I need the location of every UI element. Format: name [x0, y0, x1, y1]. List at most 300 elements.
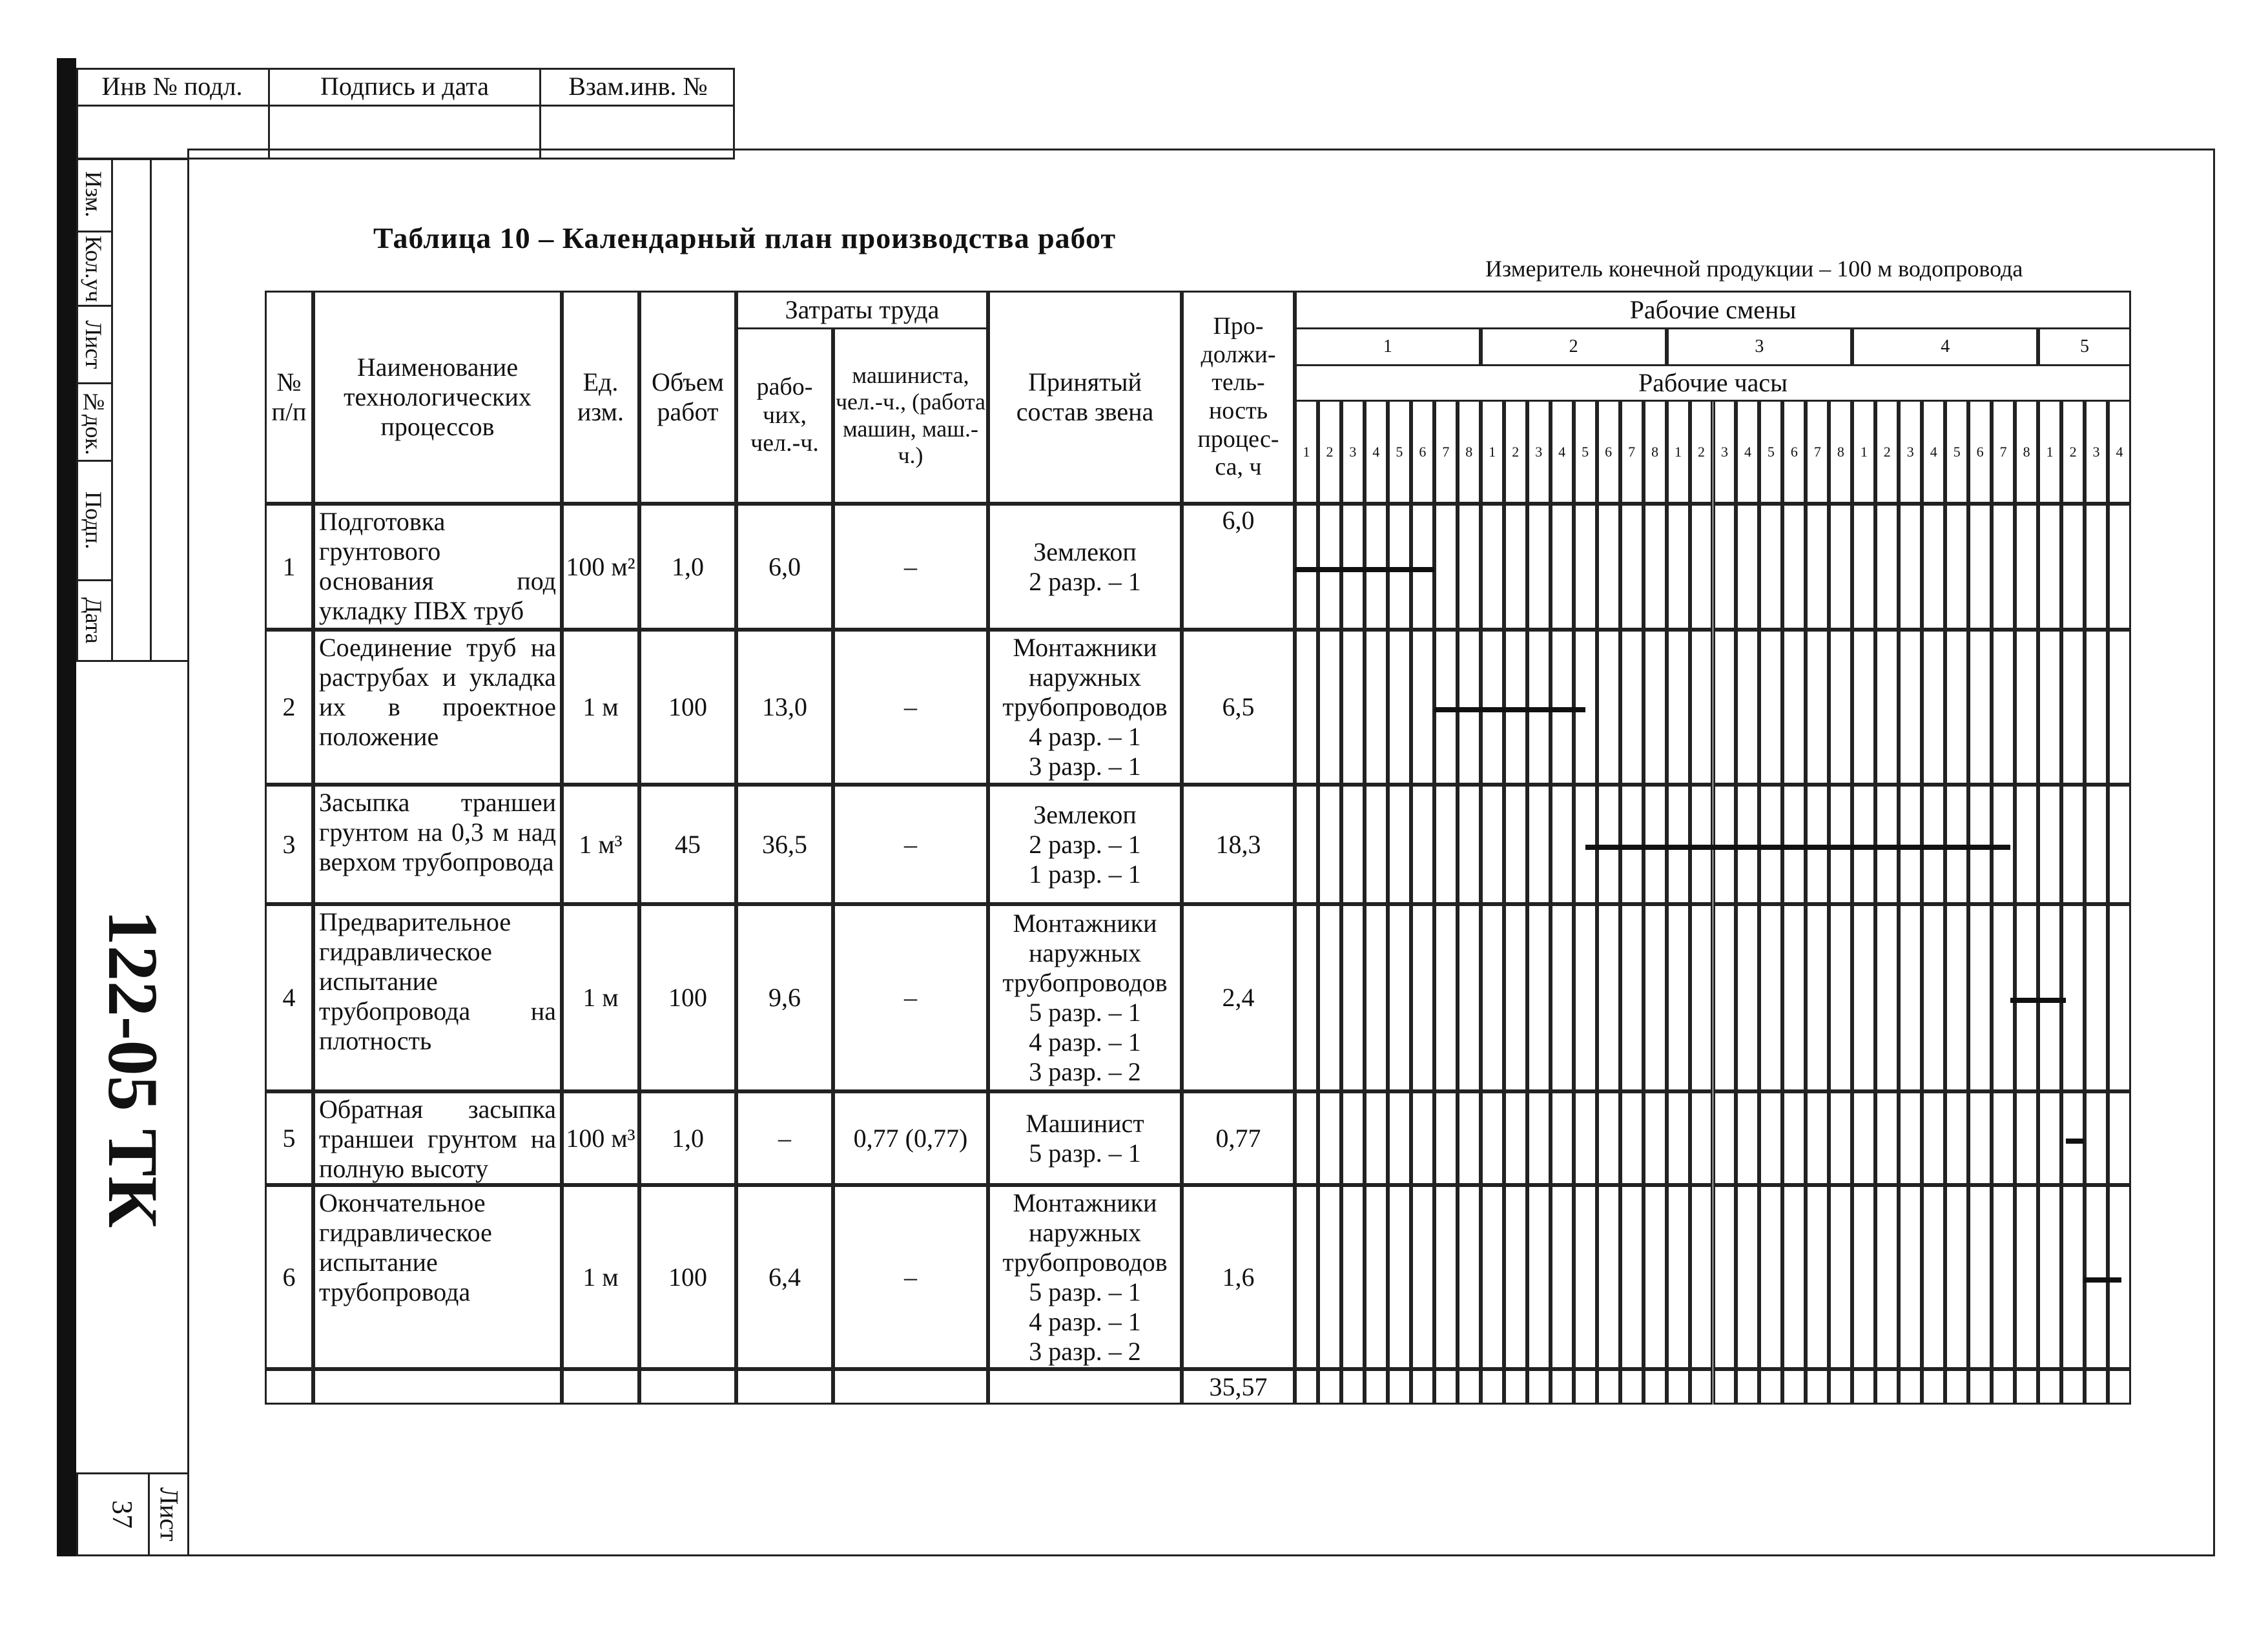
gantt-cell [1759, 1369, 1782, 1405]
gantt-cell [1597, 1369, 1620, 1405]
gantt-cell [1434, 504, 1458, 630]
gantt-cell [1551, 785, 1574, 904]
crew-line: 4 разр. – 1 [1029, 722, 1141, 751]
gantt-cell [1806, 1091, 1829, 1185]
row-num: 5 [265, 1091, 313, 1185]
row-unit: 100 м³ [562, 1091, 639, 1185]
hour-number: 8 [1458, 400, 1481, 504]
row-machinist: – [833, 904, 988, 1091]
gantt-cell [1713, 630, 1737, 785]
row-num: 4 [265, 904, 313, 1091]
row-volume: 1,0 [639, 1091, 736, 1185]
hour-number: 8 [1644, 400, 1667, 504]
gantt-cell [1667, 1185, 1690, 1369]
gantt-cell [1713, 904, 1737, 1091]
zam-label: Взам.инв. № [541, 68, 735, 107]
crew-line: трубопроводов [1002, 692, 1168, 721]
row-workers: 6,0 [736, 504, 833, 630]
hour-number: 7 [1806, 400, 1829, 504]
gantt-cell [1551, 1369, 1574, 1405]
header-workers: рабо-чих, чел.-ч. [736, 327, 833, 504]
gantt-cell [1992, 1185, 2015, 1369]
row-duration: 1,6 [1182, 1185, 1295, 1369]
row-workers: – [736, 1091, 833, 1185]
header-machinist: машиниста, чел.-ч., (работа машин, маш.-ч.) [833, 327, 988, 504]
gantt-cell [2038, 504, 2061, 630]
gantt-cell [1504, 904, 1527, 1091]
doc-code [76, 662, 189, 1476]
hour-number: 7 [1620, 400, 1644, 504]
gantt-cell [1318, 1369, 1341, 1405]
total-empty-cell [639, 1369, 736, 1405]
gantt-cell [1829, 630, 1852, 785]
row-name: Предварительное гидравлическое испытание трубопровода на плотность [313, 904, 562, 1091]
row-duration: 2,4 [1182, 904, 1295, 1091]
gantt-cell [1411, 630, 1434, 785]
row-name: Засыпка траншеи грунтом на 0,3 м над верхом трубопровода [313, 785, 562, 904]
header-duration: Про-должи-тель-ность процес-са, ч [1182, 291, 1295, 504]
side-col-label-text: Кол.уч [81, 235, 107, 302]
total-empty-cell [313, 1369, 562, 1405]
row-duration: 0,77 [1182, 1091, 1295, 1185]
gantt-cell [1899, 1185, 1922, 1369]
side-col-label-text: Дата [81, 597, 107, 644]
gantt-cell [1644, 1091, 1667, 1185]
gantt-cell [1295, 1185, 1318, 1369]
crew-line: наружных [1028, 938, 1142, 967]
gantt-cell [2015, 785, 2038, 904]
meter-note: Измеритель конечной продукции – 100 м водопровода [1485, 256, 2023, 282]
hour-number: 1 [1667, 400, 1690, 504]
hour-number: 6 [1597, 400, 1620, 504]
gantt-cell [1481, 504, 1504, 630]
gantt-bar [1434, 707, 1585, 712]
gantt-cell [1690, 1185, 1713, 1369]
row-duration: 6,5 [1182, 630, 1295, 785]
hour-number: 7 [1992, 400, 2015, 504]
gantt-bar [2010, 998, 2066, 1003]
crew-line: 5 разр. – 1 [1029, 1277, 1141, 1306]
hour-number: 6 [1782, 400, 1806, 504]
gantt-cell [1667, 504, 1690, 630]
side-col-label [76, 384, 111, 462]
gantt-cell [1434, 785, 1458, 904]
row-machinist: – [833, 504, 988, 630]
gantt-cell [1458, 1369, 1481, 1405]
gantt-cell [2108, 1369, 2131, 1405]
gantt-cell [1899, 904, 1922, 1091]
gantt-cell [2038, 1185, 2061, 1369]
gantt-cell [1875, 1091, 1899, 1185]
header-crew: Принятый состав звена [988, 291, 1182, 504]
hour-number: 2 [1690, 400, 1713, 504]
gantt-cell [1365, 1185, 1388, 1369]
hour-number: 5 [1388, 400, 1411, 504]
crew-line: трубопроводов [1002, 1247, 1168, 1277]
hour-number: 4 [2108, 400, 2131, 504]
gantt-cell [1736, 630, 1759, 785]
crew-line: наружных [1028, 1217, 1142, 1247]
total-empty-cell [988, 1369, 1182, 1405]
gantt-cell [1318, 1091, 1341, 1185]
gantt-cell [1574, 1091, 1597, 1185]
row-num: 1 [265, 504, 313, 630]
gantt-cell [1806, 630, 1829, 785]
gantt-cell [1968, 630, 1992, 785]
hour-number: 4 [1922, 400, 1945, 504]
gantt-cell [1736, 1185, 1759, 1369]
hour-number: 2 [1318, 400, 1341, 504]
hour-number: 8 [1829, 400, 1852, 504]
gantt-cell [1295, 630, 1318, 785]
gantt-cell [1527, 785, 1551, 904]
gantt-cell [1527, 1091, 1551, 1185]
row-crew [988, 1091, 1182, 1185]
gantt-cell [2108, 1091, 2131, 1185]
gantt-cell [1341, 1091, 1365, 1185]
gantt-cell [1644, 504, 1667, 630]
gantt-cell [1713, 1369, 1737, 1405]
gantt-cell [1992, 1091, 2015, 1185]
crew-line: 2 разр. – 1 [1029, 566, 1141, 596]
gantt-cell [1527, 904, 1551, 1091]
gantt-cell [1759, 1091, 1782, 1185]
row-crew [988, 785, 1182, 904]
gantt-cell [1574, 1185, 1597, 1369]
header-volume: Объем работ [639, 291, 736, 504]
gantt-cell [1481, 785, 1504, 904]
gantt-cell [1551, 504, 1574, 630]
gantt-cell [1690, 904, 1713, 1091]
gantt-cell [2061, 504, 2085, 630]
gantt-cell [1875, 1185, 1899, 1369]
sheet-no: 37 [107, 1500, 138, 1529]
total-empty-cell [736, 1369, 833, 1405]
hour-number: 1 [1295, 400, 1318, 504]
gantt-cell [1759, 504, 1782, 630]
row-volume: 1,0 [639, 504, 736, 630]
gantt-cell [1806, 904, 1829, 1091]
gantt-cell [1852, 1091, 1875, 1185]
shift-number: 1 [1295, 327, 1481, 366]
gantt-cell [1875, 504, 1899, 630]
gantt-cell [1504, 1091, 1527, 1185]
gantt-cell [1968, 1091, 1992, 1185]
black-margin-strip [57, 58, 76, 1556]
hour-number: 1 [1852, 400, 1875, 504]
gantt-cell [1667, 1091, 1690, 1185]
hour-number: 4 [1551, 400, 1574, 504]
gantt-cell [1899, 630, 1922, 785]
crew-line: 3 разр. – 2 [1029, 1336, 1141, 1366]
gantt-cell [1411, 904, 1434, 1091]
hour-number: 5 [1945, 400, 1968, 504]
gantt-cell [2108, 630, 2131, 785]
gantt-cell [1644, 630, 1667, 785]
row-workers: 36,5 [736, 785, 833, 904]
gantt-cell [1551, 1185, 1574, 1369]
gantt-bar [2084, 1277, 2121, 1283]
gantt-cell [1759, 904, 1782, 1091]
stamp-divider-2 [539, 103, 541, 158]
shift-number: 5 [2038, 327, 2131, 366]
gantt-cell [1434, 1369, 1458, 1405]
gantt-cell [1945, 504, 1968, 630]
hour-number: 3 [1527, 400, 1551, 504]
gantt-cell [1597, 1185, 1620, 1369]
sheet-label: Лист [154, 1487, 184, 1542]
gantt-cell [1875, 630, 1899, 785]
gantt-cell [1458, 904, 1481, 1091]
gantt-cell [1852, 630, 1875, 785]
row-volume: 100 [639, 904, 736, 1091]
gantt-cell [1644, 1369, 1667, 1405]
row-workers: 9,6 [736, 904, 833, 1091]
hour-number: 4 [1365, 400, 1388, 504]
header-hours: Рабочие часы [1295, 364, 2131, 402]
hour-number: 3 [2085, 400, 2108, 504]
row-unit: 1 м³ [562, 785, 639, 904]
gantt-cell [1341, 904, 1365, 1091]
gantt-cell [1945, 1369, 1968, 1405]
gantt-cell [1341, 1369, 1365, 1405]
gantt-cell [1875, 904, 1899, 1091]
row-crew [988, 630, 1182, 785]
gantt-cell [2085, 904, 2108, 1091]
crew-line: Землекоп [1033, 799, 1137, 829]
gantt-cell [2085, 785, 2108, 904]
gantt-cell [2038, 630, 2061, 785]
row-machinist: 0,77 (0,77) [833, 1091, 988, 1185]
row-unit: 1 м [562, 1185, 639, 1369]
header-labor: Затраты труда [736, 291, 988, 329]
gantt-cell [2038, 1091, 2061, 1185]
gantt-cell [1341, 630, 1365, 785]
gantt-cell [1922, 1185, 1945, 1369]
gantt-cell [2015, 504, 2038, 630]
gantt-cell [2085, 1091, 2108, 1185]
gantt-cell [1388, 785, 1411, 904]
crew-line: 3 разр. – 2 [1029, 1057, 1141, 1086]
gantt-cell [1574, 904, 1597, 1091]
gantt-cell [2085, 504, 2108, 630]
gantt-cell [1388, 630, 1411, 785]
crew-line: 5 разр. – 1 [1029, 1138, 1141, 1168]
crew-line: 2 разр. – 1 [1029, 829, 1141, 859]
gantt-cell [1667, 1369, 1690, 1405]
side-col-label [76, 232, 111, 307]
gantt-cell [1388, 904, 1411, 1091]
gantt-cell [1620, 1185, 1644, 1369]
row-volume: 100 [639, 1185, 736, 1369]
gantt-cell [1782, 904, 1806, 1091]
side-col-label [76, 462, 111, 581]
hour-number: 3 [1713, 400, 1737, 504]
hour-number: 4 [1736, 400, 1759, 504]
gantt-cell [1992, 504, 2015, 630]
gantt-cell [2108, 504, 2131, 630]
hour-number: 2 [1504, 400, 1527, 504]
gantt-bar [2066, 1139, 2084, 1144]
gantt-cell [1852, 504, 1875, 630]
gantt-cell [1597, 1091, 1620, 1185]
gantt-cell [1829, 1369, 1852, 1405]
gantt-cell [1759, 630, 1782, 785]
gantt-cell [1411, 785, 1434, 904]
gantt-cell [1318, 904, 1341, 1091]
hour-number: 6 [1411, 400, 1434, 504]
shift-number: 4 [1852, 327, 2038, 366]
gantt-cell [1852, 1185, 1875, 1369]
row-name: Соединение труб на раструбах и укладка их в проектное положение [313, 630, 562, 785]
gantt-cell [1295, 904, 1318, 1091]
gantt-cell [1365, 785, 1388, 904]
side-col-label-text: Изм. [81, 171, 107, 218]
row-num: 2 [265, 630, 313, 785]
gantt-cell [1318, 785, 1341, 904]
gantt-cell [1945, 1091, 1968, 1185]
crew-line: Землекоп [1033, 537, 1137, 566]
row-workers: 6,4 [736, 1185, 833, 1369]
gantt-cell [1782, 1369, 1806, 1405]
gantt-cell [1411, 1091, 1434, 1185]
gantt-cell [1434, 1091, 1458, 1185]
gantt-cell [1504, 1185, 1527, 1369]
gantt-cell [1968, 1369, 1992, 1405]
gantt-cell [1295, 785, 1318, 904]
gantt-cell [1458, 1185, 1481, 1369]
gantt-cell [1341, 1185, 1365, 1369]
gantt-cell [1922, 904, 1945, 1091]
gantt-cell [1574, 504, 1597, 630]
gantt-cell [1899, 504, 1922, 630]
gantt-cell [1690, 1369, 1713, 1405]
row-machinist: – [833, 785, 988, 904]
gantt-cell [1759, 1185, 1782, 1369]
hour-number: 3 [1341, 400, 1365, 504]
row-volume: 100 [639, 630, 736, 785]
gantt-cell [1667, 630, 1690, 785]
gantt-cell [1713, 1185, 1737, 1369]
sheet-label-box [150, 1472, 189, 1556]
gantt-cell [1782, 504, 1806, 630]
gantt-cell [1551, 904, 1574, 1091]
gantt-cell [1922, 504, 1945, 630]
gantt-cell [1806, 1369, 1829, 1405]
gantt-cell [2038, 785, 2061, 904]
gantt-cell [1620, 504, 1644, 630]
gantt-cell [2108, 904, 2131, 1091]
gantt-cell [1295, 1369, 1318, 1405]
gantt-cell [1806, 504, 1829, 630]
side-col-divider-2 [150, 158, 152, 662]
header-name: Наименование технологических процессов [313, 291, 562, 504]
gantt-cell [1713, 504, 1737, 630]
gantt-cell [1551, 1091, 1574, 1185]
crew-line: Монтажники [1013, 633, 1157, 662]
gantt-cell [1782, 1185, 1806, 1369]
inv-label: Инв № подл. [76, 68, 270, 107]
crew-line: наружных [1028, 663, 1142, 692]
row-name: Подготовка грунтового основания под укладку ПВХ труб [313, 504, 562, 630]
row-num: 6 [265, 1185, 313, 1369]
gantt-cell [1527, 1185, 1551, 1369]
gantt-cell [1458, 504, 1481, 630]
row-name: Обратная засыпка траншеи грунтом на полную высоту [313, 1091, 562, 1185]
doc-code-text: 122-05 ТК [94, 909, 172, 1228]
total-empty-cell [833, 1369, 988, 1405]
gantt-cell [1829, 1185, 1852, 1369]
gantt-cell [1527, 504, 1551, 630]
gantt-cell [1318, 1185, 1341, 1369]
gantt-cell [1365, 1091, 1388, 1185]
gantt-cell [2061, 1185, 2085, 1369]
hour-number: 1 [2038, 400, 2061, 504]
sheet-no-box [97, 1472, 150, 1556]
stamp-divider-1 [268, 103, 270, 158]
crew-line: 4 разр. – 1 [1029, 1027, 1141, 1057]
gantt-cell [1852, 1369, 1875, 1405]
shift-number: 3 [1667, 327, 1853, 366]
gantt-cell [1411, 1369, 1434, 1405]
row-crew [988, 504, 1182, 630]
gantt-cell [1527, 1369, 1551, 1405]
hour-number: 8 [2015, 400, 2038, 504]
gantt-cell [1318, 630, 1341, 785]
gantt-cell [2085, 630, 2108, 785]
crew-line: трубопроводов [1002, 968, 1168, 997]
hour-number: 5 [1759, 400, 1782, 504]
total-duration: 35,57 [1182, 1369, 1295, 1405]
gantt-cell [1365, 630, 1388, 785]
crew-line: 4 разр. – 1 [1029, 1306, 1141, 1336]
gantt-bar [1295, 567, 1434, 572]
header-shifts: Рабочие смены [1295, 291, 2131, 329]
gantt-cell [2061, 630, 2085, 785]
gantt-cell [1690, 1091, 1713, 1185]
gantt-cell [1922, 1369, 1945, 1405]
gantt-cell [1644, 904, 1667, 1091]
gantt-cell [2108, 785, 2131, 904]
gantt-cell [1458, 1091, 1481, 1185]
gantt-cell [1899, 1369, 1922, 1405]
gantt-cell [2015, 1185, 2038, 1369]
crew-line: 5 разр. – 1 [1029, 998, 1141, 1027]
gantt-cell [1644, 1185, 1667, 1369]
gantt-cell [1922, 630, 1945, 785]
gantt-cell [1968, 504, 1992, 630]
gantt-cell [2061, 1369, 2085, 1405]
gantt-cell [1365, 1369, 1388, 1405]
row-crew [988, 1185, 1182, 1369]
gantt-cell [1388, 1091, 1411, 1185]
gantt-cell [1899, 1091, 1922, 1185]
table-title: Таблица 10 – Календарный план производства работ [373, 222, 1117, 254]
gantt-cell [1968, 904, 1992, 1091]
gantt-cell [1690, 630, 1713, 785]
gantt-cell [1388, 1185, 1411, 1369]
gantt-cell [1829, 1091, 1852, 1185]
gantt-cell [1736, 1369, 1759, 1405]
gantt-cell [1597, 504, 1620, 630]
gantt-cell [1690, 504, 1713, 630]
total-empty-cell [265, 1369, 313, 1405]
gantt-cell [1829, 904, 1852, 1091]
row-num: 3 [265, 785, 313, 904]
row-unit: 100 м² [562, 504, 639, 630]
row-name: Окончательное гидравлическое испытание трубопровода [313, 1185, 562, 1369]
gantt-cell [1481, 1369, 1504, 1405]
